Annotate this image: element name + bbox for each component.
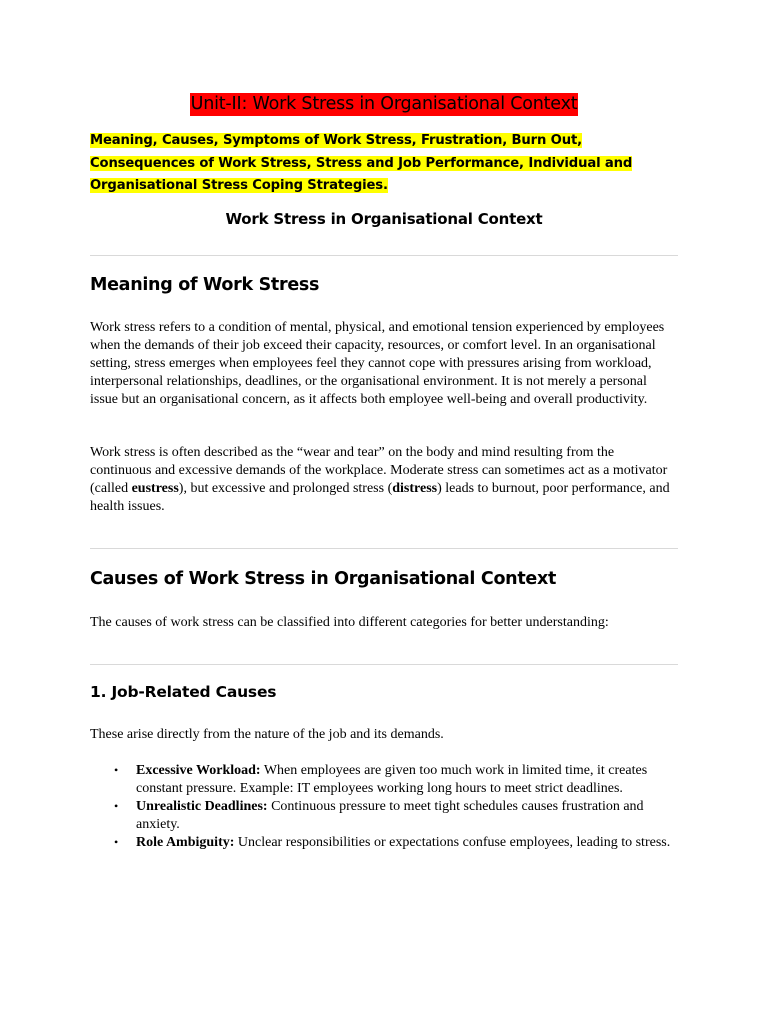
divider [90, 255, 678, 256]
distress-term: distress [392, 481, 438, 496]
list-item [90, 798, 676, 833]
bullet-icon: • [114, 763, 119, 777]
list-item-text: Continuous pressure to meet tight schedules causes frustration and anxiety. [136, 799, 644, 832]
title-container [90, 93, 678, 116]
list-item-term: Unrealistic Deadlines: [136, 799, 268, 814]
eustress-term: eustress [131, 481, 179, 496]
list-item-term: Excessive Workload: [136, 763, 261, 778]
unit-title: Unit-II: Work Stress in Organisational Context [190, 94, 578, 114]
causes-heading: Causes of Work Stress in Organisational Context [90, 569, 557, 589]
job-related-intro: These arise directly from the nature of the job and its demands. [90, 727, 444, 742]
bullet-icon: • [114, 835, 119, 849]
meaning-paragraph-2-part1: Work stress is often described as the “wear and tear” on the body and mind resulting from the continuous and excessive demands of the workplace. Moderate stress can sometimes act as a motivator (called [90, 445, 668, 496]
job-related-list [90, 762, 678, 853]
list-item-text: When employees are given too much work in limited time, it creates constant pressure. Example: IT employees working long hours to meet strict deadlines. [136, 763, 648, 796]
list-item [90, 762, 676, 797]
meaning-paragraph-2 [90, 444, 674, 516]
section-heading: Work Stress in Organisational Context [225, 210, 543, 228]
divider [90, 664, 678, 665]
list-item-text: Unclear responsibilities or expectations confuse employees, leading to stress. [234, 835, 671, 850]
unit-topics-text: Meaning, Causes, Symptoms of Work Stress, Frustration, Burn Out, Consequences of Work Stress, Stress and Job Performance, Individual and Organisational Stress Coping Strategies. [90, 133, 633, 193]
meaning-paragraph-2-part2: ), but excessive and prolonged stress ( [178, 481, 393, 496]
causes-intro: The causes of work stress can be classified into different categories for better understanding: [90, 615, 609, 630]
job-related-heading: 1. Job-Related Causes [90, 683, 277, 701]
meaning-paragraph-2-part3: ) leads to burnout, poor performance, and health issues. [90, 481, 670, 514]
meaning-heading: Meaning of Work Stress [90, 275, 320, 295]
list-item [90, 834, 676, 852]
meaning-paragraph-1: Work stress refers to a condition of mental, physical, and emotional tension experienced by employees when the demands of their job exceed their capacity, resources, or comfort level. In an organisational setting, stress emerges when employees feel they cannot cope with pressures arising from workload, interpersonal relationships, deadlines, or the organisational environment. It is not merely a personal issue but an organisational concern, as it affects both employee well-being and overall productivity. [90, 320, 665, 407]
divider [90, 548, 678, 549]
unit-topics [90, 130, 682, 198]
bullet-icon: • [114, 799, 119, 813]
list-item-term: Role Ambiguity: [136, 835, 235, 850]
